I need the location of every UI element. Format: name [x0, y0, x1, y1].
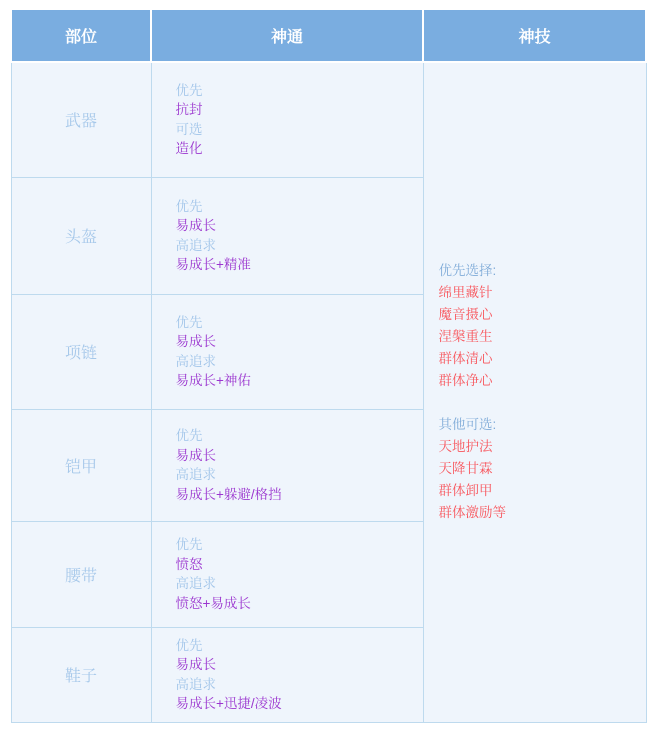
skill-item: 涅槃重生	[438, 329, 493, 345]
ability-line: 易成长	[175, 657, 216, 672]
ability-line: 优先	[175, 637, 203, 653]
ability-line: 愤怒	[175, 556, 203, 572]
skill-item: 群体净心	[438, 373, 493, 389]
ability-line: 易成长+精准	[175, 257, 251, 272]
abilities-cell	[151, 409, 423, 521]
skill-group-priority	[439, 260, 645, 392]
ability-line: 易成长+躲避/格挡	[175, 486, 282, 502]
skill-item: 群体激励等	[438, 505, 506, 521]
ability-line: 易成长	[175, 334, 216, 349]
ability-line: 愤怒+易成长	[175, 595, 251, 611]
equipment-guide-table	[10, 8, 647, 723]
skill-item: 群体清心	[438, 351, 493, 367]
part-label: 武器	[11, 62, 151, 177]
table-header-row	[11, 9, 646, 62]
ability-line: 优先	[175, 537, 203, 552]
ability-line: 高追求	[175, 576, 216, 591]
ability-line: 抗封	[175, 102, 203, 118]
header-part: 部位	[11, 9, 151, 62]
table-row-weapon	[11, 62, 646, 177]
skill-group-optional	[439, 414, 645, 524]
skill-item: 群体卸甲	[438, 483, 493, 499]
part-label: 头盔	[11, 177, 151, 294]
part-label: 鞋子	[11, 627, 151, 722]
abilities-cell	[151, 627, 423, 722]
ability-line: 优先	[175, 82, 203, 98]
skill-item: 天地护法	[438, 439, 493, 455]
ability-line: 易成长+神佑	[175, 373, 251, 388]
header-skill: 神技	[423, 9, 646, 62]
skill-group-title: 其他可选:	[438, 417, 497, 433]
skills-cell	[423, 62, 646, 722]
abilities-cell	[151, 177, 423, 294]
ability-line: 易成长	[175, 447, 216, 463]
skill-group-title: 优先选择:	[438, 263, 497, 279]
skill-item: 绵里藏针	[438, 285, 493, 301]
part-label: 腰带	[11, 521, 151, 627]
ability-line: 优先	[175, 198, 203, 214]
ability-line: 高追求	[175, 353, 216, 369]
ability-line: 高追求	[175, 237, 216, 253]
abilities-cell	[151, 521, 423, 627]
abilities-cell	[151, 62, 423, 177]
skill-item: 魔音摄心	[438, 307, 493, 323]
ability-line: 高追求	[175, 676, 216, 692]
abilities-cell	[151, 294, 423, 409]
part-label: 项链	[11, 294, 151, 409]
part-label: 铠甲	[11, 409, 151, 521]
ability-line: 优先	[175, 428, 203, 443]
ability-line: 可选	[175, 121, 203, 137]
skill-item: 天降甘霖	[438, 461, 493, 477]
ability-line: 造化	[175, 141, 203, 157]
header-power: 神通	[151, 9, 423, 62]
ability-line: 优先	[175, 314, 203, 330]
ability-line: 高追求	[175, 467, 216, 482]
ability-line: 易成长+迅捷/凌波	[175, 696, 282, 711]
ability-line: 易成长	[175, 218, 216, 233]
